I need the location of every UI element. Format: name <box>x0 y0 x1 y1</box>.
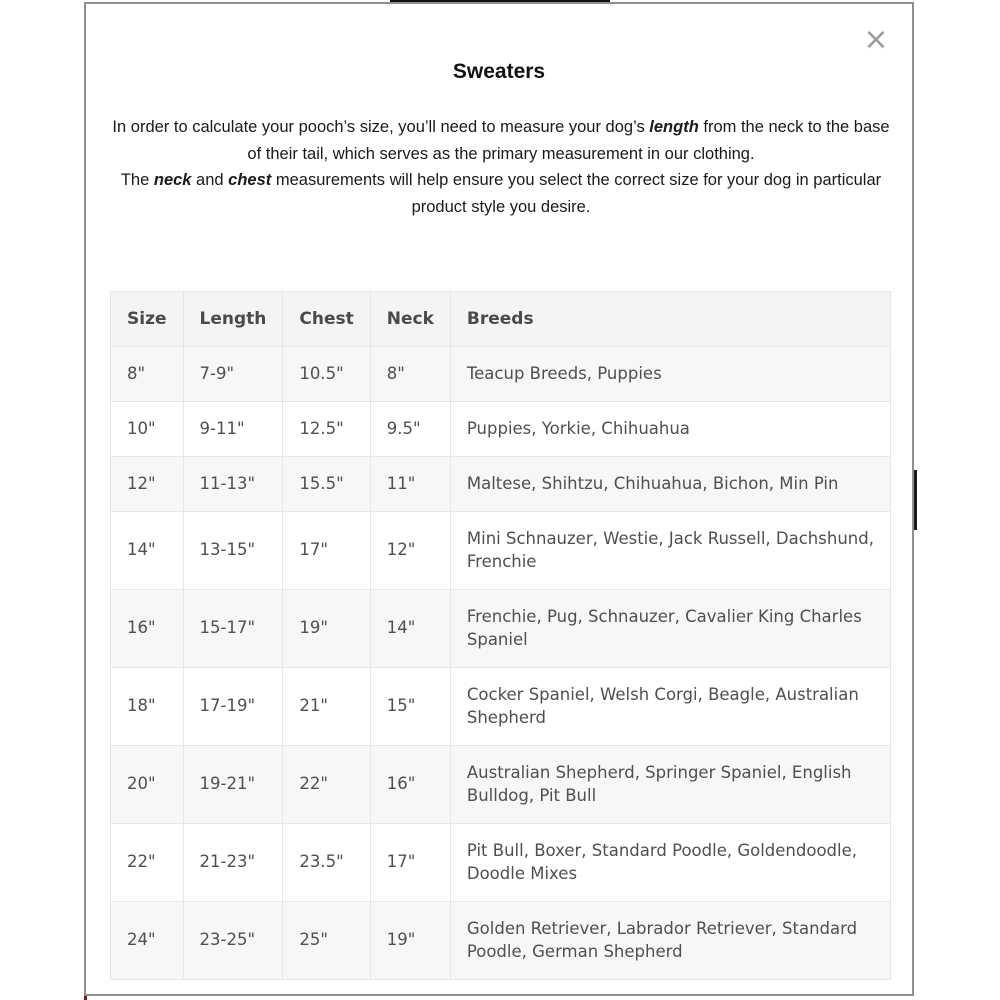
size-cell: 20" <box>111 746 184 824</box>
header-length: Length <box>183 292 283 347</box>
table-row <box>111 402 891 457</box>
chest-cell: 10.5" <box>283 347 370 402</box>
size-chart-modal <box>84 2 914 996</box>
close-icon[interactable]: × <box>863 22 889 57</box>
size-table-container <box>110 291 891 980</box>
table-row <box>111 590 891 668</box>
header-size: Size <box>111 292 184 347</box>
size-cell: 10" <box>111 402 184 457</box>
intro-text: In order to calculate your pooch’s size, you’ll need to measure your dog’s length from the neck to the base of their tail, which serves as the primary measurement in our clothing. The neck and chest measurements will help ensure you select the correct size for your dog in particular product style you desire. <box>112 118 890 216</box>
breeds-cell: Frenchie, Pug, Schnauzer, Cavalier King Charles Spaniel <box>450 590 890 668</box>
size-cell: 16" <box>111 590 184 668</box>
breeds-cell: Teacup Breeds, Puppies <box>450 347 890 402</box>
page-background <box>0 0 84 1000</box>
chest-cell: 19" <box>283 590 370 668</box>
chest-cell: 25" <box>283 902 370 980</box>
breeds-cell: Maltese, Shihtzu, Chihuahua, Bichon, Min Pin <box>450 457 890 512</box>
breeds-cell: Golden Retriever, Labrador Retriever, Standard Poodle, German Shepherd <box>450 902 890 980</box>
neck-cell: 17" <box>370 824 450 902</box>
breeds-cell: Pit Bull, Boxer, Standard Poodle, Goldendoodle, Doodle Mixes <box>450 824 890 902</box>
size-table <box>110 291 891 980</box>
length-cell: 15-17" <box>183 590 283 668</box>
table-row <box>111 457 891 512</box>
size-cell: 12" <box>111 457 184 512</box>
length-cell: 21-23" <box>183 824 283 902</box>
background-edge <box>914 470 917 530</box>
chest-cell: 17" <box>283 512 370 590</box>
breeds-cell: Cocker Spaniel, Welsh Corgi, Beagle, Australian Shepherd <box>450 668 890 746</box>
neck-cell: 11" <box>370 457 450 512</box>
chest-cell: 12.5" <box>283 402 370 457</box>
chest-cell: 23.5" <box>283 824 370 902</box>
breeds-cell: Puppies, Yorkie, Chihuahua <box>450 402 890 457</box>
size-cell: 24" <box>111 902 184 980</box>
length-cell: 19-21" <box>183 746 283 824</box>
header-breeds: Breeds <box>450 292 890 347</box>
neck-cell: 14" <box>370 590 450 668</box>
size-cell: 22" <box>111 824 184 902</box>
chest-cell: 15.5" <box>283 457 370 512</box>
neck-cell: 16" <box>370 746 450 824</box>
neck-cell: 12" <box>370 512 450 590</box>
size-cell: 18" <box>111 668 184 746</box>
size-cell: 8" <box>111 347 184 402</box>
length-cell: 17-19" <box>183 668 283 746</box>
table-row <box>111 512 891 590</box>
neck-cell: 19" <box>370 902 450 980</box>
length-cell: 23-25" <box>183 902 283 980</box>
length-cell: 13-15" <box>183 512 283 590</box>
breeds-cell: Australian Shepherd, Springer Spaniel, English Bulldog, Pit Bull <box>450 746 890 824</box>
table-row <box>111 668 891 746</box>
neck-cell: 15" <box>370 668 450 746</box>
size-cell: 14" <box>111 512 184 590</box>
neck-cell: 9.5" <box>370 402 450 457</box>
table-row <box>111 902 891 980</box>
table-row <box>111 347 891 402</box>
header-neck: Neck <box>370 292 450 347</box>
length-cell: 9-11" <box>183 402 283 457</box>
length-cell: 11-13" <box>183 457 283 512</box>
length-cell: 7-9" <box>183 347 283 402</box>
breeds-cell: Mini Schnauzer, Westie, Jack Russell, Dachshund, Frenchie <box>450 512 890 590</box>
modal-title: Sweaters <box>452 60 546 83</box>
header-chest: Chest <box>283 292 370 347</box>
table-row <box>111 746 891 824</box>
neck-cell: 8" <box>370 347 450 402</box>
table-row <box>111 824 891 902</box>
chest-cell: 22" <box>283 746 370 824</box>
table-header-row <box>111 292 891 347</box>
chest-cell: 21" <box>283 668 370 746</box>
